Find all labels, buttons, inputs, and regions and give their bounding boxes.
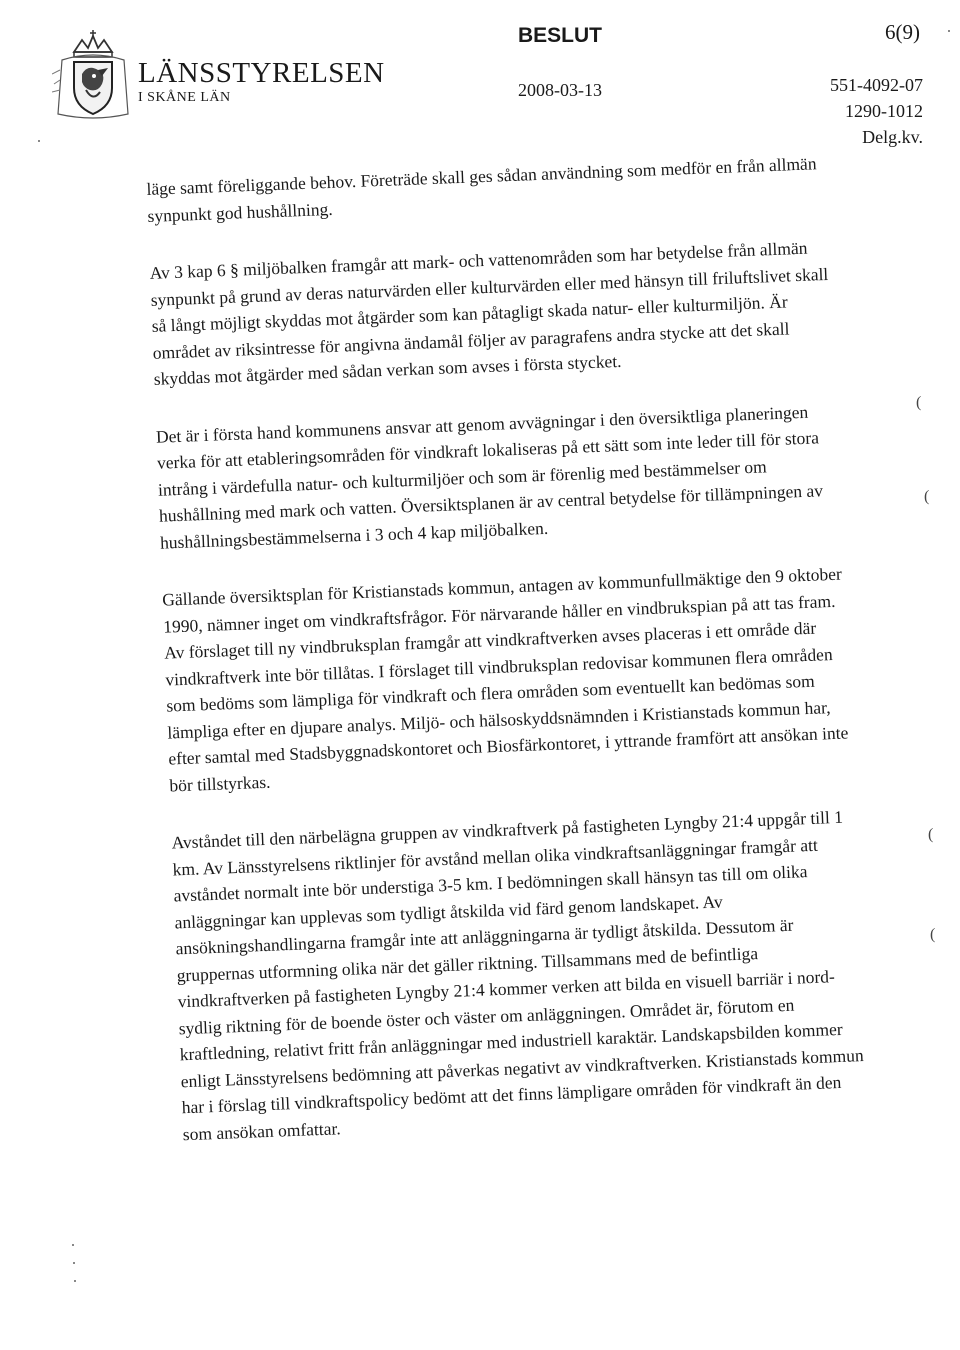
- organization-block: [138, 58, 385, 106]
- paragraph: Det är i första hand kommunens ansvar att genom avvägningar i den översiktliga planeringen verka för att etableringsområden för vindkraft lokaliseras på ett sätt som inte leder till för stora intrång i värdefulla natur- och kulturmiljöer och som är förenlig med bestämmelser om hushållning med mark och vatten. Översiktsplanen är av central betydelse för tillämpningen av hushållningsbestämmelserna i 3 och 4 kap miljöbalken.: [155, 401, 824, 553]
- paragraph: Gällande översiktsplan för Kristianstads kommun, antagen av kommunfullmäktige den 9 oktober 1990, nämner inget om vindkraftsfrågor. För närvarande håller en vindbrukspian på att tas fram. Av förslaget till ny vindbruksplan framgår att vindkraftverken avses placeras i ett område där vindkraftverk inte bör tillåtas. I förslaget till vindbruksplan redovisar kommunen flera områden som bedöms som lämpliga för vindkraft och flera områden som eventuellt kan bedömas som lämpliga efter en djupare analys. Miljö- och hälsoskyddsnämnden i Kristianstads kommun har, efter samtal med Stadsbyggnadskontoret och Biosfärkontoret, i yttrande framfört att ansökan inte bör tillstyrkas.: [161, 563, 849, 796]
- case-number: 551-4092-07: [830, 75, 923, 95]
- paragraph: Avståndet till den närbelägna gruppen av vindkraftverk på fastigheten Lyngby 21:4 uppgår till 1 km. Av Länsstyrelsens riktlinjer för avstånd mellan olika vindkraftsanläggningar framgår att avståndet normalt inte bör understiga 3-5 km. I bedömningen skall hänsyn tas till om olika anläggningar kan upplevas som tydligt åtskilda vid färd genom landskapet. Av ansökningshandlingarna framgår inte att anläggningarna är tydligt åtskilda. Dessutom är gruppernas utformning olika när det gäller riktning. Tillsammans med de befintliga vindkraftverken på fastigheten Lyngby 21:4 kommer verken att bilda en visuell barriär i nord-sydlig riktning för de boende öster och väster om anläggningen. Området är, förutom en kraftledning, relativt fritt från anläggningar med industriell karaktär. Landskapsbilden kommer enligt Länsstyrelsens bedömning att påverkas negativt av vindkraftverken. Kristianstads kommun har i förslag till vindkraftspolicy bedömt att det finns lämpligare områden för vindkraft än den som ansökan omfattar.: [171, 806, 864, 1144]
- organization-subtitle: I SKÅNE LÄN: [138, 90, 231, 105]
- reference-block: [830, 72, 923, 150]
- margin-mark: (: [930, 926, 936, 943]
- distribution-note: Delg.kv.: [862, 127, 923, 147]
- document-body: [146, 150, 874, 1179]
- scan-artifact: [74, 1280, 76, 1282]
- margin-mark: (: [928, 826, 934, 843]
- organization-name: LÄNSSTYRELSEN: [138, 57, 385, 89]
- case-number-secondary: 1290-1012: [845, 101, 923, 121]
- page-number: 6(9): [885, 20, 920, 44]
- scan-artifact: [38, 140, 40, 142]
- document-date: 2008-03-13: [518, 80, 602, 100]
- document-type: BESLUT: [518, 24, 602, 47]
- crowned-griffin-crest-icon: [52, 30, 134, 122]
- scan-artifact: [72, 1244, 74, 1246]
- scan-artifact: [73, 1262, 75, 1264]
- margin-mark: (: [924, 488, 930, 505]
- scan-artifact: [948, 30, 950, 32]
- paragraph: Av 3 kap 6 § miljöbalken framgår att mark- och vattenområden som har betydelse från allmän synpunkt på grund av deras naturvärden eller kulturvärden eller med hänsyn till friluftslivet skall så långt möjligt skyddas mot åtgärder som kan påtagligt skada natur- eller kulturmiljön. Är området av riksintresse för angivna ändamål följer av paragrafens andra stycke att det skall skyddas mot åtgärder med sådan verkan som avses i första stycket.: [149, 237, 829, 389]
- margin-mark: (: [916, 394, 922, 411]
- paragraph: läge samt föreliggande behov. Företräde skall ges sådan användning som medför en från allmän synpunkt god hushållning.: [146, 153, 817, 226]
